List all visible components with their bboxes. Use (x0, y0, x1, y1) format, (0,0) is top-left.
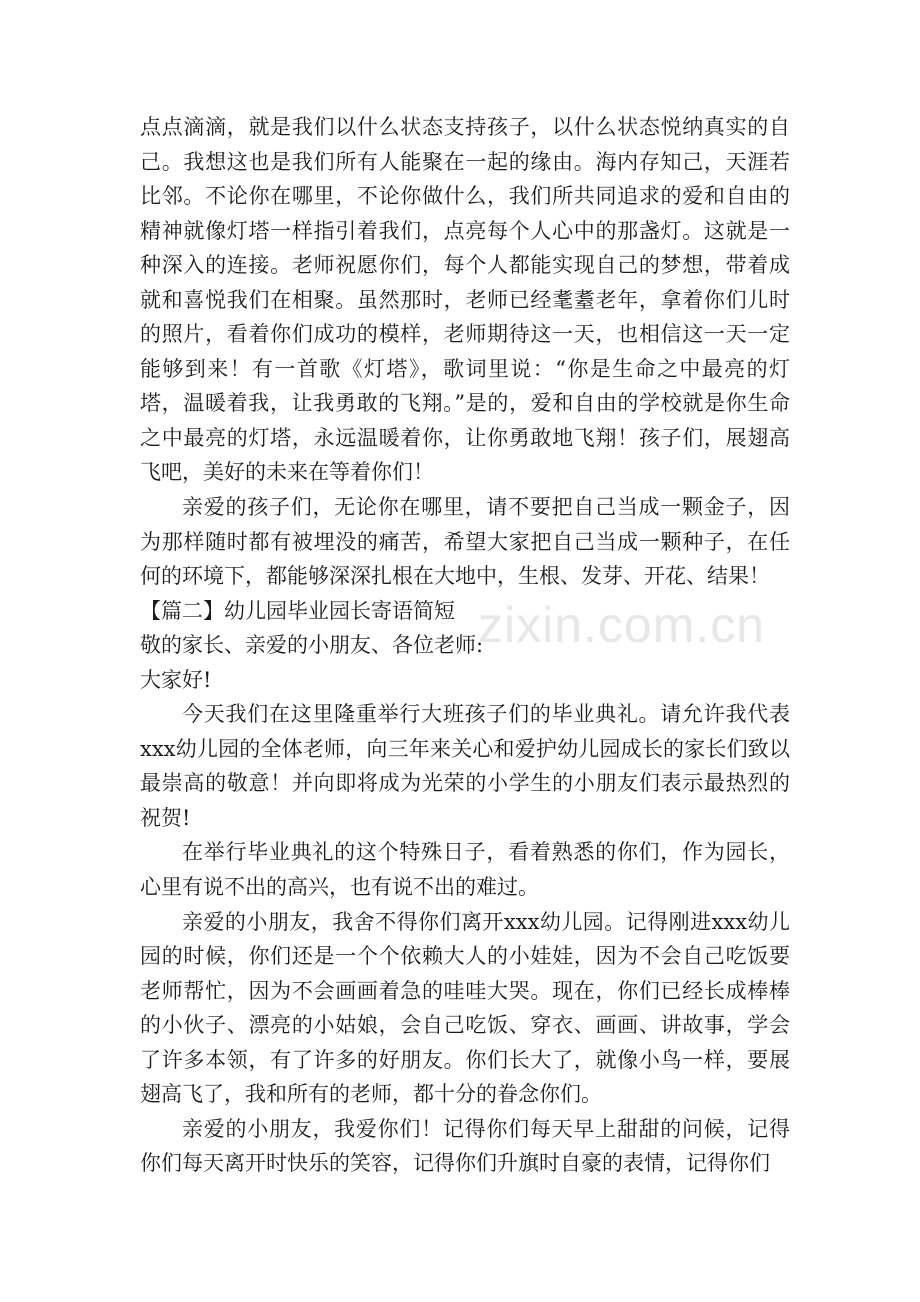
section-heading: 【篇二】幼儿园毕业园长寄语简短 (140, 598, 455, 623)
paragraph-6: 亲爱的小朋友，我爱你们！记得你们每天早上甜甜的问候，记得你们每天离开时快乐的笑容，记得你们升旗时自豪的表情，记得你们 (140, 1116, 790, 1176)
paragraph-1: 点点滴滴，就是我们以什么状态支持孩子，以什么状态悦纳真实的自己。我想这也是我们所有人能聚在一起的缘由。海内存知己，天涯若比邻。不论你在哪里，不论你做什么，我们所共同追求的爱和自由的精神就像灯塔一样指引着我们，点亮每个人心中的那盏灯。这就是一种深入的连接。老师祝愿你们，每个人都能实现自己的梦想，带着成就和喜悦我们在相聚。虽然那时，老师已经耄耋老年，拿着你们儿时的照片，看着你们成功的模样，老师期待这一天，也相信这一天一定能够到来！有一首歌《灯塔》，歌词里说：“你是生命之中最亮的灯塔，温暖着我，让我勇敢的飞翔。”是的，爱和自由的学校就是你生命之中最亮的灯塔，永远温暖着你，让你勇敢地飞翔！孩子们，展翅高飞吧，美好的未来在等着你们！ (140, 115, 790, 485)
paragraph-2: 亲爱的孩子们，无论你在哪里，请不要把自己当成一颗金子，因为那样随时都有被埋没的痛苦，希望大家把自己当成一颗种子，在任何的环境下，都能够深深扎根在大地中，生根、发芽、开花、结果！ (140, 495, 790, 589)
salutation: 敬的家长、亲爱的小朋友、各位老师: (140, 633, 484, 658)
paragraph-3: 今天我们在这里隆重举行大班孩子们的毕业典礼。请允许我代表xxx幼儿园的全体老师，向三年来关心和爱护幼儿园成长的家长们致以最崇高的敬意！并向即将成为光荣的小学生的小朋友们表示最热烈的祝贺! (140, 702, 790, 830)
document-body (140, 110, 790, 1181)
paragraph-5: 亲爱的小朋友，我舍不得你们离开xxx幼儿园。记得刚进xxx幼儿园的时候，你们还是一个个依赖大人的小娃娃，因为不会自己吃饭要老师帮忙，因为不会画画着急的哇哇大哭。现在，你们已经长成棒棒的小伙子、漂亮的小姑娘，会自己吃饭、穿衣、画画、讲故事，学会了许多本领，有了许多的好朋友。你们长大了，就像小鸟一样，要展翅高飞了，我和所有的老师，都十分的眷念你们。 (140, 909, 790, 1107)
greeting: 大家好! (140, 667, 212, 692)
watermark: zixin.com.cn (478, 597, 766, 653)
paragraph-4: 在举行毕业典礼的这个特殊日子，看着熟悉的你们，作为园长，心里有说不出的高兴，也有说不出的难过。 (140, 840, 790, 900)
